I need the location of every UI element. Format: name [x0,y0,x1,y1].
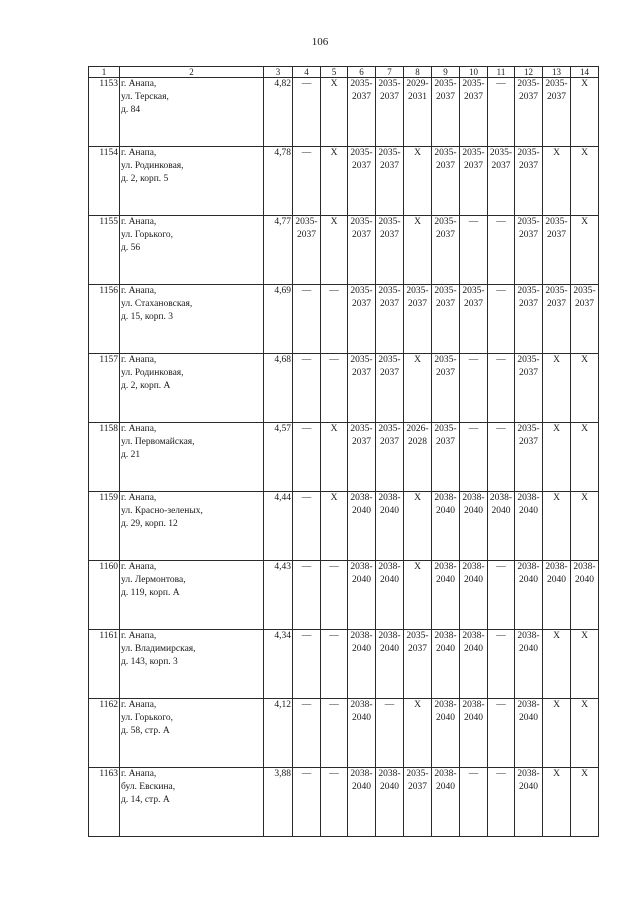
period-cell: X [404,492,432,561]
address-cell [120,561,264,630]
address-cell [120,423,264,492]
address-line: ул. Родинковая, [121,368,184,378]
column-header: 12 [515,67,543,78]
period-cell: 2026- 2028 [404,423,432,492]
table-row [89,492,599,561]
period-cell: X [543,768,571,837]
period-cell: — [488,561,515,630]
table-row [89,354,599,423]
period-cell: — [488,354,515,423]
address-line: д. 2, корп. А [121,381,171,391]
period-cell: 2035- 2037 [432,147,460,216]
address-line: г. Анапа, [121,562,157,572]
address-line: д. 29, корп. 12 [121,519,178,529]
table-row [89,699,599,768]
period-cell: 2035- 2037 [432,354,460,423]
address-line: д. 143, корп. 3 [121,657,178,667]
period-cell: — [293,630,321,699]
row-number: 1157 [89,354,120,423]
address-line: ул. Первомайская, [121,437,195,447]
value-cell: 4,68 [264,354,293,423]
row-number: 1160 [89,561,120,630]
period-cell: 2035- 2037 [432,285,460,354]
period-cell: X [543,699,571,768]
period-cell: 2035- 2037 [376,354,404,423]
period-cell: 2038- 2040 [515,561,543,630]
period-cell: 2035- 2037 [488,147,515,216]
address-line: ул. Родинковая, [121,161,184,171]
register-table [88,66,599,837]
period-cell: 2038- 2040 [515,630,543,699]
period-cell: X [571,78,599,147]
header-row [89,67,599,78]
period-cell: 2035- 2037 [348,147,376,216]
period-cell: X [571,492,599,561]
period-cell: — [488,699,515,768]
period-cell: 2038- 2040 [432,561,460,630]
period-cell: X [571,768,599,837]
period-cell: 2038- 2040 [376,768,404,837]
period-cell: — [460,216,488,285]
column-header: 10 [460,67,488,78]
period-cell: 2035- 2037 [376,78,404,147]
value-cell: 4,34 [264,630,293,699]
period-cell: — [376,699,404,768]
column-header: 5 [321,67,348,78]
value-cell: 4,12 [264,699,293,768]
address-cell [120,78,264,147]
period-cell: X [321,492,348,561]
address-line: г. Анапа, [121,217,157,227]
period-cell: 2035- 2037 [571,285,599,354]
row-number: 1158 [89,423,120,492]
column-header: 7 [376,67,404,78]
period-cell: 2038- 2040 [460,630,488,699]
row-number: 1153 [89,78,120,147]
period-cell: 2038- 2040 [515,492,543,561]
period-cell: 2035- 2037 [293,216,321,285]
table-row [89,768,599,837]
address-line: г. Анапа, [121,631,157,641]
address-line: ул. Лермонтова, [121,575,186,585]
period-cell: X [321,216,348,285]
period-cell: 2038- 2040 [432,630,460,699]
period-cell: — [321,561,348,630]
address-line: ул. Терская, [121,92,169,102]
period-cell: 2035- 2037 [460,285,488,354]
row-number: 1156 [89,285,120,354]
table-row [89,216,599,285]
period-cell: 2035- 2037 [376,147,404,216]
period-cell: X [321,147,348,216]
column-header: 9 [432,67,460,78]
period-cell: X [571,354,599,423]
period-cell: 2035- 2037 [348,216,376,285]
address-line: г. Анапа, [121,424,157,434]
column-header: 13 [543,67,571,78]
period-cell: 2038- 2040 [460,492,488,561]
period-cell: 2038- 2040 [376,492,404,561]
address-line: г. Анапа, [121,493,157,503]
address-line: ул. Горького, [121,230,173,240]
period-cell: — [460,423,488,492]
period-cell: — [488,423,515,492]
address-line: д. 84 [121,105,141,115]
period-cell: 2038- 2040 [488,492,515,561]
address-line: г. Анапа, [121,769,157,779]
column-header: 14 [571,67,599,78]
period-cell: 2038- 2040 [348,630,376,699]
column-header: 2 [120,67,264,78]
period-cell: — [321,699,348,768]
address-line: д. 14, стр. А [121,795,170,805]
column-header: 8 [404,67,432,78]
period-cell: 2035- 2037 [376,216,404,285]
address-cell [120,354,264,423]
period-cell: 2038- 2040 [460,699,488,768]
address-line: бул. Евскина, [121,782,176,792]
address-line: д. 2, корп. 5 [121,174,169,184]
period-cell: — [460,768,488,837]
address-line: д. 58, стр. А [121,726,170,736]
period-cell: 2035- 2037 [404,768,432,837]
column-header: 1 [89,67,120,78]
column-header: 4 [293,67,321,78]
period-cell: — [488,768,515,837]
period-cell: — [293,561,321,630]
period-cell: X [404,354,432,423]
period-cell: — [293,147,321,216]
row-number: 1159 [89,492,120,561]
period-cell: — [321,768,348,837]
value-cell: 4,43 [264,561,293,630]
column-header: 11 [488,67,515,78]
period-cell: 2038- 2040 [376,630,404,699]
address-cell [120,630,264,699]
period-cell: 2035- 2037 [376,285,404,354]
row-number: 1163 [89,768,120,837]
period-cell: X [543,492,571,561]
value-cell: 4,82 [264,78,293,147]
address-cell [120,285,264,354]
period-cell: 2038- 2040 [460,561,488,630]
period-cell: — [293,78,321,147]
period-cell: 2035- 2037 [432,423,460,492]
period-cell: 2035- 2037 [515,354,543,423]
period-cell: X [571,423,599,492]
address-line: д. 21 [121,450,141,460]
period-cell: — [488,78,515,147]
value-cell: 4,78 [264,147,293,216]
address-line: г. Анапа, [121,148,157,158]
period-cell: 2035- 2037 [348,423,376,492]
period-cell: 2035- 2037 [404,630,432,699]
row-number: 1155 [89,216,120,285]
period-cell: X [321,423,348,492]
period-cell: 2035- 2037 [543,216,571,285]
period-cell: — [321,285,348,354]
period-cell: X [404,561,432,630]
value-cell: 4,77 [264,216,293,285]
period-cell: 2038- 2040 [543,561,571,630]
row-number: 1161 [89,630,120,699]
address-line: г. Анапа, [121,286,157,296]
period-cell: 2035- 2037 [348,78,376,147]
period-cell: 2038- 2040 [515,699,543,768]
period-cell: — [321,630,348,699]
period-cell: — [293,492,321,561]
period-cell: 2038- 2040 [348,699,376,768]
period-cell: 2038- 2040 [432,492,460,561]
address-line: ул. Стахановская, [121,299,193,309]
period-cell: 2038- 2040 [571,561,599,630]
address-line: ул. Красно-зеленых, [121,506,203,516]
period-cell: — [293,423,321,492]
period-cell: 2035- 2037 [348,354,376,423]
period-cell: X [404,147,432,216]
period-cell: 2035- 2037 [432,216,460,285]
period-cell: 2035- 2037 [515,147,543,216]
period-cell: 2035- 2037 [460,78,488,147]
period-cell: 2038- 2040 [348,768,376,837]
period-cell: 2038- 2040 [348,561,376,630]
address-line: г. Анапа, [121,355,157,365]
period-cell: X [543,147,571,216]
period-cell: X [571,630,599,699]
period-cell: 2035- 2037 [515,216,543,285]
period-cell: X [543,423,571,492]
table-row [89,561,599,630]
address-cell [120,492,264,561]
period-cell: 2038- 2040 [515,768,543,837]
period-cell: — [293,768,321,837]
value-cell: 3,88 [264,768,293,837]
address-cell [120,699,264,768]
address-line: д. 119, корп. А [121,588,180,598]
column-header: 6 [348,67,376,78]
period-cell: 2035- 2037 [515,285,543,354]
period-cell: 2038- 2040 [348,492,376,561]
value-cell: 4,44 [264,492,293,561]
period-cell: X [571,216,599,285]
period-cell: X [571,147,599,216]
period-cell: 2035- 2037 [515,423,543,492]
period-cell: 2035- 2037 [376,423,404,492]
address-line: г. Анапа, [121,700,157,710]
address-line: д. 56 [121,243,141,253]
period-cell: X [404,216,432,285]
period-cell: — [460,354,488,423]
period-cell: 2035- 2037 [543,78,571,147]
period-cell: X [571,699,599,768]
period-cell: 2038- 2040 [432,768,460,837]
period-cell: 2035- 2037 [432,78,460,147]
address-line: д. 15, корп. 3 [121,312,174,322]
period-cell: 2029- 2031 [404,78,432,147]
period-cell: 2038- 2040 [432,699,460,768]
period-cell: X [321,78,348,147]
table-row [89,630,599,699]
period-cell: X [543,630,571,699]
address-cell [120,768,264,837]
column-header: 3 [264,67,293,78]
period-cell: 2035- 2037 [404,285,432,354]
row-number: 1162 [89,699,120,768]
table-row [89,78,599,147]
page-number: 106 [311,36,329,48]
period-cell: — [488,285,515,354]
period-cell: — [293,354,321,423]
table-row [89,285,599,354]
period-cell: 2038- 2040 [376,561,404,630]
address-cell [120,147,264,216]
period-cell: — [488,630,515,699]
period-cell: X [404,699,432,768]
period-cell: X [543,354,571,423]
period-cell: — [488,216,515,285]
period-cell: 2035- 2037 [348,285,376,354]
period-cell: 2035- 2037 [515,78,543,147]
address-line: ул. Горького, [121,713,173,723]
value-cell: 4,57 [264,423,293,492]
period-cell: — [293,699,321,768]
period-cell: — [321,354,348,423]
value-cell: 4,69 [264,285,293,354]
period-cell: 2035- 2037 [460,147,488,216]
row-number: 1154 [89,147,120,216]
period-cell: 2035- 2037 [543,285,571,354]
table-row [89,423,599,492]
address-line: ул. Владимирская, [121,644,196,654]
period-cell: — [293,285,321,354]
table-row [89,147,599,216]
address-cell [120,216,264,285]
address-line: г. Анапа, [121,79,157,89]
